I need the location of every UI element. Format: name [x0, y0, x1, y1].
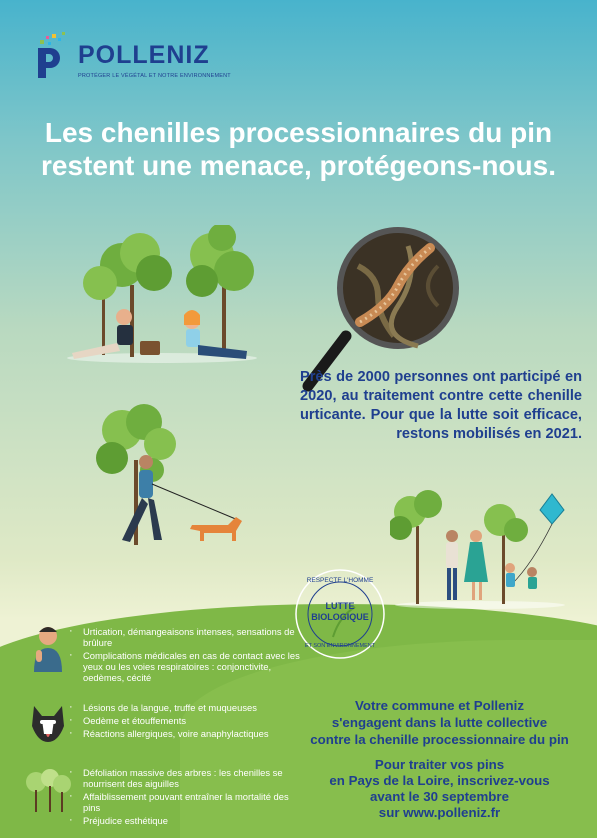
- list-item: · Urtication, démangeaisons intenses, sensations de brûlure: [80, 626, 305, 648]
- engagement-statement: [282, 697, 597, 748]
- participation-paragraph: Près de 2000 personnes ont participé en 2020, au traitement contre cette chenille urticante. Pour que la lutte soit efficace, restons mobilisés en 2021.: [300, 369, 582, 442]
- engagement-line-1: Votre commune et Polleniz: [355, 698, 524, 713]
- organic-badge: [293, 567, 387, 661]
- polleniz-logo: [34, 26, 231, 86]
- list-item: · Réactions allergiques, voire anaphylactiques: [80, 728, 305, 739]
- cta-line-3: avant le 30 septembre: [370, 789, 509, 804]
- list-item: · Préjudice esthétique: [80, 815, 305, 826]
- badge-top-text: RESPECTE L'HOMME: [306, 577, 374, 584]
- animal-risks-list: [80, 702, 305, 741]
- brand-tagline: PROTÉGER LE VÉGÉTAL ET NOTRE ENVIRONNEMENT: [78, 73, 231, 79]
- engagement-line-2: s'engagent dans la lutte collective: [331, 715, 548, 730]
- badge-bottom-text: ET SON ENVIRONNEMENT: [304, 643, 376, 649]
- itchy-person-icon: [28, 622, 68, 672]
- list-item: · Oedème et étouffements: [80, 715, 305, 726]
- human-risks-list: [80, 626, 305, 685]
- headline: [10, 116, 587, 182]
- tree-risks-list: [80, 767, 305, 828]
- list-item: · Lésions de la langue, truffe et muqueuses: [80, 702, 305, 713]
- engagement-line-3: contre la chenille processionnaire du pin: [310, 732, 569, 747]
- headline-line-1: Les chenilles processionnaires du pin: [44, 117, 553, 148]
- headline-line-2: restent une menace, protégeons-nous.: [41, 150, 556, 181]
- dog-walker-illustration: [92, 400, 252, 550]
- list-item: · Complications médicales en cas de contact avec les yeux ou les voies respiratoires : conjonctivite, oedèmes, cécité: [80, 650, 305, 683]
- dog-icon: [28, 702, 68, 742]
- registration-call-to-action: [282, 757, 597, 821]
- family-kite-illustration: [390, 490, 570, 610]
- cta-line-2: en Pays de la Loire, inscrivez-vous: [329, 773, 550, 788]
- list-item: · Affaiblissement pouvant entraîner la mortalité des pins: [80, 791, 305, 813]
- picnic-illustration: [62, 225, 262, 365]
- polleniz-mark-icon: [34, 26, 74, 84]
- cta-line-1: Pour traiter vos pins: [374, 757, 505, 772]
- brand-name: POLLENIZ: [78, 41, 210, 69]
- cta-website-link[interactable]: sur www.polleniz.fr: [378, 805, 501, 820]
- pine-trees-icon: [24, 768, 72, 814]
- list-item: · Défoliation massive des arbres : les chenilles se nourrisent des aiguilles: [80, 767, 305, 789]
- badge-center-line-2: BIOLOGIQUE: [311, 612, 369, 622]
- badge-center-line-1: LUTTE: [325, 601, 355, 611]
